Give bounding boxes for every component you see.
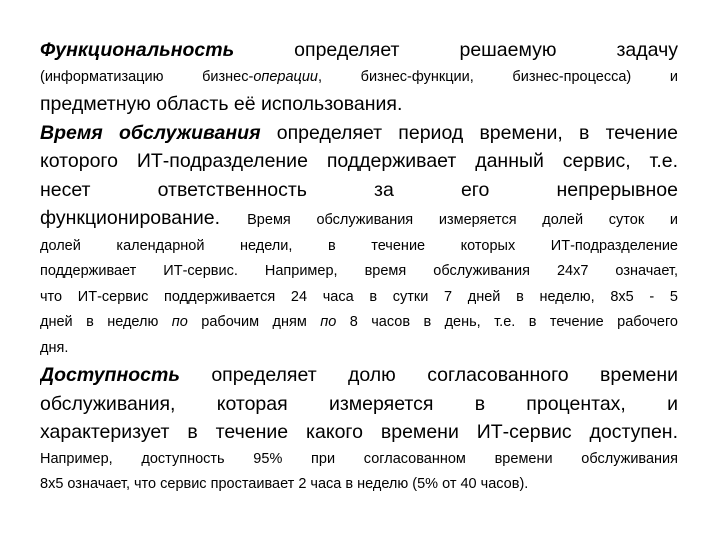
document-text xyxy=(40,36,678,498)
p2-text-4b: Время обслуживания измеряется долей суток и xyxy=(247,212,678,228)
p3-text-1: определяет долю согласованного времени xyxy=(211,364,678,386)
p2-text-9: дня. xyxy=(40,339,69,356)
p2-text-4a: функционирование. xyxy=(40,207,221,229)
p2-text-8d: по xyxy=(320,314,337,330)
p1-text-2a: (информатизацию бизнес- xyxy=(40,68,254,85)
p3-text-5: 8х5 означает, что сервис простаивает 2 часа в неделю (5% от 40 часов). xyxy=(40,476,529,492)
p2-text-6: поддерживает ИТ-сервис. Например, время обслуживания 24х7 означает, xyxy=(40,263,678,279)
p2-line-4 xyxy=(40,204,678,234)
p3-line-1 xyxy=(40,361,678,390)
p2-line-2 xyxy=(40,147,678,176)
term-availability: Доступность xyxy=(40,364,180,386)
p2-text-2: которого ИТ-подразделение поддерживает данный сервис, т.е. xyxy=(40,150,678,172)
p2-text-8b: по xyxy=(171,314,188,330)
p2-text-8c: рабочим дням xyxy=(201,314,307,330)
p2-line-8 xyxy=(40,310,678,336)
p2-text-8e: 8 часов в день, т.е. в течение рабочего xyxy=(349,314,678,330)
p1-text-1: определяет решаемую задачу xyxy=(294,39,678,61)
p1-text-2c: , бизнес-функции, бизнес-процесса) и xyxy=(317,68,678,85)
p1-line-1 xyxy=(40,36,678,65)
term-service-time: Время обслуживания xyxy=(40,121,261,144)
p2-line-3 xyxy=(40,176,678,205)
p3-line-4 xyxy=(40,447,678,473)
p2-line-7 xyxy=(40,285,678,311)
p3-text-2: обслуживания, которая измеряется в процентах, и xyxy=(40,392,678,415)
p2-text-3: несет ответственность за его непрерывное xyxy=(40,178,678,201)
p3-text-3: характеризует в течение какого времени ИТ-сервис доступен. xyxy=(40,421,678,443)
p2-line-6 xyxy=(40,259,678,285)
p3-line-5 xyxy=(40,472,678,498)
p2-text-8a: дней в неделю xyxy=(40,314,159,330)
p2-text-5: долей календарной недели, в течение которых ИТ-подразделение xyxy=(40,237,678,254)
p2-text-7: что ИТ-сервис поддерживается 24 часа в сутки 7 дней в неделю, 8х5 - 5 xyxy=(40,288,678,305)
p1-text-2b: операции xyxy=(253,68,318,85)
p1-text-3: предметную область её использования. xyxy=(40,93,403,115)
p3-line-2 xyxy=(40,390,678,419)
p2-line-5 xyxy=(40,234,678,260)
p2-line-9 xyxy=(40,336,678,362)
p2-line-1 xyxy=(40,119,678,148)
p1-line-3 xyxy=(40,90,678,119)
p1-line-2 xyxy=(40,65,678,91)
p3-text-4: Например, доступность 95% при согласованном времени обслуживания xyxy=(40,450,678,467)
p3-line-3 xyxy=(40,418,678,447)
p2-text-1: определяет период времени, в течение xyxy=(276,121,678,144)
term-functionality: Функциональность xyxy=(40,39,235,61)
